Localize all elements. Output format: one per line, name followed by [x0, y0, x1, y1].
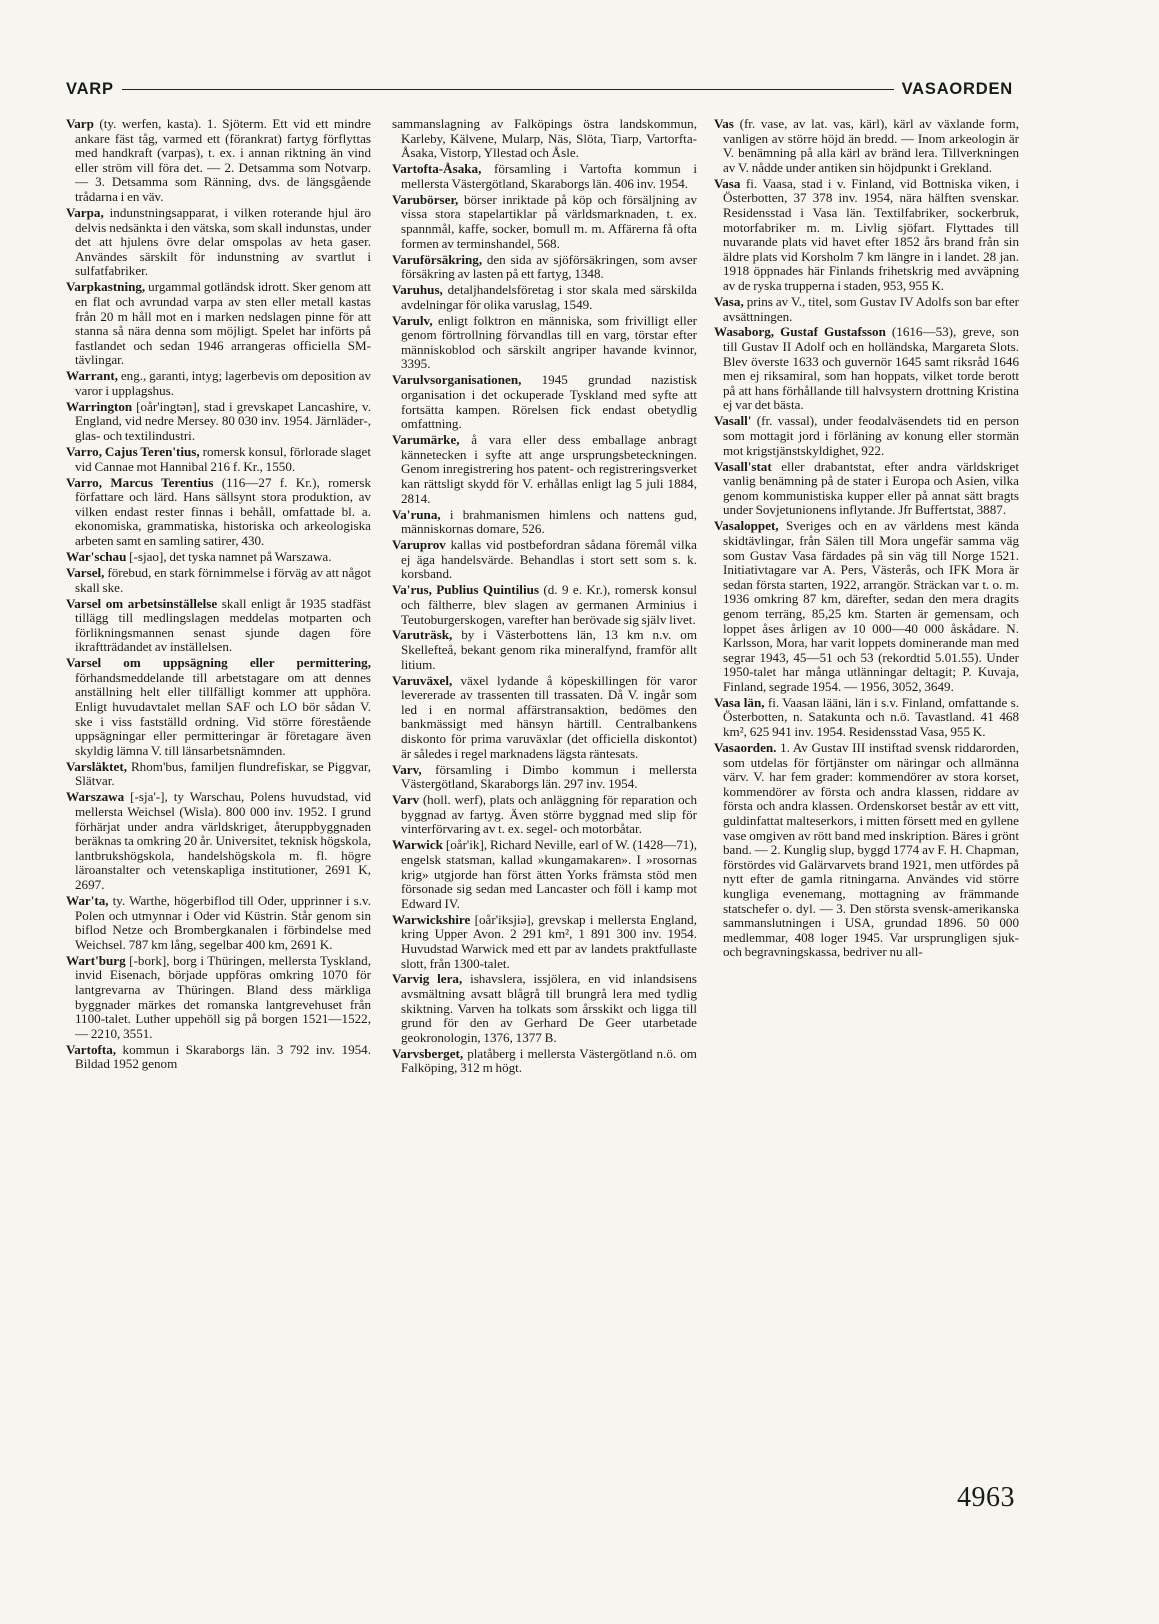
dictionary-entry — [66, 400, 371, 444]
entry-text: Sveriges och en av världens mest kända skidtävlingar, från Sälen till Mora ungefär samma väg som Gustav Vasa färdades på sin väg till Norge 1521. Initiativtagare var A. Pers, Västerås, och IFK Mora är sedan första starten, 1922, arrangör. Sträckan var t. o. m. 1936 omkring 87 km, därefter, sedan den mera dragits genom terräng, 85,25 km. Starten är gemensam, och loppet åses årligen av 10 000—40 000 åskådare. N. Karlsson, Mora, har varit loppets dominerande man med segrar 1943, 45—51 och 53 (rekordtid 5.01.55). Under 1950-talet har många utlänningar deltagit; P. Kuvaja, Finland, segrade 1954. — 1956, 3052, 3649. — [723, 518, 1019, 694]
entry-headword: War'ta, — [66, 892, 109, 908]
entry-headword: Warrant, — [66, 368, 119, 384]
dictionary-entry — [392, 793, 697, 837]
dictionary-entry — [392, 193, 697, 251]
entry-headword: Varulv, — [392, 312, 433, 328]
entry-headword: Varuväxel, — [392, 672, 453, 688]
entry-headword: Varp — [66, 117, 94, 131]
entry-text: urgammal gotländsk idrott. Sker genom att en flat och avrundad varpa av sten eller metall kastas från 20 m håll mot en i marken nedslagen pinne för att stanna så nära denna som möjligt. Spelet har införts på fastlandet och sedan 1946 arrangeras officiella SM-tävlingar. — [75, 279, 371, 368]
dictionary-entry — [66, 445, 371, 474]
entry-text: [-bork], borg i Thüringen, mellersta Tyskland, invid Eisenach, började uppföras omkring 1070 för lantgrevarna av Thüringen. Bland dess märkliga byggnader märkes det romanska lantgrevehuset från 1100-talet. Luther uppehöll sig på borgen 1521—1522, — 2210, 3551. — [75, 952, 371, 1041]
dictionary-entry — [66, 550, 371, 565]
header-left-word: VARP — [66, 79, 114, 98]
entry-text: 1. Av Gustav III instiftad svensk riddarorden, som utdelas för förtjänster om näringar och allmänna värv. V. har fem grader: kommendörer av stora korset, kommendörer av första och andra klassen, riddare av första och andra klassen. Ordenskorset består av ett vitt, guldinfattat malteserkors, i mitten försett med en gyllene vase omgiven av rött band med inskription. Bäres i grönt band. — 2. Kunglig slup, byggd 1774 av F. H. Chapman, förstördes vid Galärvarvets brand 1921, men utfördes på nytt efter de gamla ritningarna. Användes vid större kungliga evenemang, mottagning av främmande statschefer o. dyl. — 3. Den största svensk-amerikanska sammanslutningen i USA, grundad 1896. 50 000 medlemmar, 408 loger 1945. Var ursprungligen sjuk- och begravningskassa, bedriver nu all- — [723, 740, 1019, 960]
entry-text: fi. Vaasa, stad i v. Finland, vid Bottniska viken, i Österbotten, 37 378 inv. 1954, nära hälften svenskar. Residensstad i Vasa län. Textilfabriker, sockerbruk, motorfabriker m. m. Livlig sjöfart. Flyttades till nuvarande plats vid havet efter 1852 års brand från sin äldre plats vid Korsholm 7 km längre in i landet. 28 jan. 1918 öppnades här Finlands frihetskrig med avväpning av de ryska trupperna i staden, 953, 955 K. — [723, 175, 1019, 293]
dictionary-entry — [714, 414, 1019, 458]
entry-headword: Warrington — [66, 398, 133, 414]
dictionary-entry — [392, 674, 697, 762]
entry-headword: Varsel om arbetsinställelse — [66, 595, 218, 611]
entry-headword: Va'runa, — [392, 506, 441, 522]
entry-headword: Varro, Cajus Teren'tius, — [66, 444, 200, 460]
entry-headword: Va'rus, Publius Quintilius — [392, 582, 539, 598]
page-number: 4963 — [957, 1482, 1015, 1513]
dictionary-entry — [392, 972, 697, 1045]
entry-text: ishavslera, issjölera, en vid inlandsisens avsmältning avsatt blågrå till brungrå lera med tydlig skiktning. Varven ha tolkats som årsskikt och ligga till grund för den av Gerhard De Geer utarbetade geokronologin, 1376, 1377 B. — [401, 971, 697, 1045]
entry-headword: Varumärke, — [392, 432, 460, 448]
entry-headword: Vasa, — [714, 293, 744, 309]
entry-headword: Varuförsäkring, — [392, 251, 483, 267]
entry-text: å vara eller dess emballage anbragt kännetecken i syfte att ange ursprungsbeteckningen. Genom inregistrering hos patent- och registreringsverket kan rättsligt skydd för V. erhållas enligt lag 5 juli 1884, 2814. — [401, 432, 697, 506]
dictionary-entry — [714, 117, 1019, 175]
entry-text: [oår'iksjiə], grevskap i mellersta England, kring Upper Avon. 2 291 km², 1 891 300 inv. 1954. Huvudstad Warwick med ett par av landets praktfullaste slott, från 1300-talet. — [401, 911, 697, 971]
column-3 — [714, 117, 1019, 1462]
entry-headword: Wart'burg — [66, 952, 126, 968]
dictionary-entry — [392, 538, 697, 582]
dictionary-entry — [714, 696, 1019, 740]
dictionary-entry — [392, 838, 697, 911]
column-1 — [66, 117, 371, 1462]
entry-text: by i Västerbottens län, 13 km n.v. om Skellefteå, bekant genom rika mineralfynd, framför allt litium. — [401, 627, 697, 672]
entry-text: fi. Vaasan lääni, län i s.v. Finland, omfattande s. Österbotten, n. Satakunta och n.ö. Tavastland. 41 468 km², 625 941 inv. 1954. Residensstad Vasa, 955 K. — [723, 694, 1019, 740]
entry-text: Rhom'bus, familjen flundrefiskar, se Piggvar, Slätvar. — [75, 758, 371, 789]
entry-headword: Varsläktet, — [66, 758, 127, 774]
entry-headword: Vartofta, — [66, 1041, 117, 1057]
entry-headword: Vas — [714, 117, 734, 131]
entry-text: församling i Dimbo kommun i mellersta Västergötland, Skaraborgs län. 297 inv. 1954. — [401, 761, 697, 792]
dictionary-entry — [714, 460, 1019, 518]
entry-text: (holl. werf), plats och anläggning för reparation och byggnad av fartyg. Även större byggnad med slip för vinterförvaring av t. ex. segel- och motorbåtar. — [401, 792, 697, 837]
dictionary-entry — [66, 476, 371, 549]
dictionary-entry — [66, 206, 371, 279]
entry-headword: Varuträsk, — [392, 627, 453, 643]
entry-text: växel lydande å köpeskillingen för varor levererade av trassenten till trassaten. Då V. ingår som led i en normal affärstransaktion, bedömes den bankmässigt med hänsyn härtill. Centralbankens diskonto för prima varuväxlar (det officiella diskontot) är således i regel marknadens lägsta räntesats. — [401, 672, 697, 761]
entry-headword: Warwick — [392, 837, 443, 853]
entry-text: enligt folktron en människa, som frivilligt eller genom förtrollning förvandlas till en varg, törstar efter människoblod och särskilt angriper havande kvinnor, 3395. — [401, 312, 697, 372]
entry-text: kommun i Skaraborgs län. 3 792 inv. 1954. Bildad 1952 genom — [75, 1041, 371, 1072]
entry-text: börser inriktade på köp och försäljning av vissa stora stapelartiklar på världsmarknaden, t. ex. spannmål, kaffe, socker, bomull m. m. Affärerna få ofta formen av terminshandel, 568. — [401, 191, 697, 251]
column-2 — [392, 117, 697, 1462]
dictionary-entry — [66, 280, 371, 368]
header-rule — [122, 89, 894, 90]
header-right-word: VASAORDEN — [901, 79, 1013, 98]
entry-text: [-sja'-], ty Warschau, Polens huvudstad, vid mellersta Weichsel (Wisla). 800 000 inv. 1952. I grund förhärjat under andra världskriget, återuppbyggnaden beräknas ta omkring 20 år. Universitet, teknisk högskola, lantbrukshögskola, handelshögskola m. fl. högre läroanstalter och vetenskapliga institutioner, 2691 K, 2697. — [75, 789, 371, 892]
dictionary-entry — [66, 894, 371, 952]
entry-headword: Varubörser, — [392, 191, 459, 207]
entry-headword: Vasall'stat — [714, 458, 772, 474]
entry-text: [oår'ingtən], stad i grevskapet Lancashire, v. England, vid nedre Mersey. 80 030 inv. 1954. Järnläder-, glas- och textilindustri. — [75, 398, 371, 444]
entry-text: 1945 grundad nazistisk organisation i det ockuperade Tyskland med syfte att fortsätta kampen. Rörelsen fick endast obetydlig omfattning. — [401, 372, 697, 432]
entry-headword: Vasa — [714, 175, 741, 191]
entry-headword: Varpa, — [66, 204, 104, 220]
entry-text: förebud, en stark förnimmelse i förväg av att något skall ske. — [75, 564, 371, 595]
entry-headword: Varuprov — [392, 537, 446, 553]
entry-text: (ty. werfen, kasta). 1. Sjöterm. Ett vid ett mindre ankare fäst tåg, varmed ett (förankrat) fartyg förflyttas med handkraft (varpas), t. ex. i annan riktning än vind eller ström vill föra det. — 2. Detsamma som Notvarp. — 3. Detsamma som Ränning, dvs. de längsgående trådarna i en väv. — [75, 117, 371, 204]
entry-text: prins av V., titel, som Gustav IV Adolfs son bar efter avsättningen. — [723, 293, 1019, 324]
dictionary-entry — [392, 1047, 697, 1076]
dictionary-entry — [392, 162, 697, 191]
entry-headword: Warwickshire — [392, 911, 471, 927]
entry-headword: War'schau — [66, 548, 127, 564]
entry-text: eng., garanti, intyg; lagerbevis om deposition av varor i upplagshus. — [75, 368, 371, 398]
entry-headword: Varpkastning, — [66, 279, 146, 295]
dictionary-entry — [714, 295, 1019, 324]
entry-text: [oår'ik], Richard Neville, earl of W. (1428—71), engelsk statsman, kallad »kungamakaren». I »rosornas krig» utgjorde han först ätten Yorks främsta stöd men försonade sig sedan med Lancaster och föll i kamp mot Edward IV. — [401, 837, 697, 911]
entry-headword: Varv, — [392, 761, 422, 777]
dictionary-entry — [392, 913, 697, 971]
dictionary-entry — [66, 760, 371, 789]
entry-text: (fr. vase, av lat. vas, kärl), kärl av växlande form, vanligen av större höjd än bredd. — Inom arkeologin är V. benämning på alla kärl av bränd lera. Tillverkningen av V. nådde under antiken sin höjdpunkt i Grekland. — [723, 117, 1019, 175]
entry-headword: Varuhus, — [392, 282, 443, 298]
dictionary-entry — [714, 741, 1019, 960]
entry-text: sammanslagning av Falköpings östra landskommun, Karleby, Kälvene, Mularp, Näs, Slöta, Tiarp, Vartorfta-Åsaka, Vistorp, Yllestad och Åsle. — [392, 117, 697, 161]
entry-text: församling i Vartofta kommun i mellersta Västergötland, Skaraborgs län. 406 inv. 1954. — [401, 161, 697, 191]
entry-text: (d. 9 e. Kr.), romersk konsul och fältherre, blev slagen av germanen Arminius i Teutoburgerskogen, varefter han berövade sig själv livet. — [401, 582, 697, 627]
entry-headword: Vartofta-Åsaka, — [392, 161, 482, 177]
dictionary-entry — [66, 790, 371, 892]
dictionary-entry — [714, 177, 1019, 294]
entry-text: indunstningsapparat, i vilken roterande hjul äro delvis nedsänkta i den vätska, som skall indunstas, under det att hjulens övre delar omspolas av heta gaser. Användes särskilt för indunstning av svartlut i sulfatfabriker. — [75, 204, 371, 279]
entry-headword: Warszawa — [66, 789, 125, 805]
entry-headword: Varvig lera, — [392, 971, 463, 987]
entry-headword: Varvsberget, — [392, 1045, 464, 1061]
dictionary-entry — [392, 763, 697, 792]
dictionary-entry — [392, 253, 697, 282]
entry-headword: Varsel, — [66, 564, 105, 580]
entry-text: (fr. vassal), under feodalväsendets tid en person som mottagit jord i förläning av konung eller stormän mot krigstjänstskyldighet, 922. — [723, 413, 1019, 458]
entry-headword: Varv — [392, 792, 420, 808]
dictionary-entry — [392, 433, 697, 506]
entry-text: den sida av sjöförsäkringen, som avser försäkring av lasten på ett fartyg, 1348. — [401, 251, 697, 282]
entry-headword: Vasaorden. — [714, 740, 777, 756]
dictionary-entry — [392, 508, 697, 537]
entry-text: i brahmanismen himlens och nattens gud, människornas domare, 526. — [401, 506, 697, 537]
entry-text: skall enligt år 1935 stadfäst tillägg till medlingslagen meddelas motparten och förlikningsmannen senast sjunde dagen före ikraftträdandet av inställelsen. — [75, 595, 371, 655]
entry-headword: Varulvsorganisationen, — [392, 372, 522, 388]
text-columns — [66, 117, 1019, 1462]
entry-text: (1616—53), greve, son till Gustav II Adolf och en holländska, Margareta Slots. Blev överste 1633 och guvernör 1645 samt riksråd 1646 men ej riksamiral, som han hoppats, vilket torde berott på att hans förhållande till halvsystern drottning Kristina ej var det bästa. — [723, 324, 1019, 413]
dictionary-entry — [392, 628, 697, 672]
dictionary-entry — [66, 369, 371, 398]
entry-text: platåberg i mellersta Västergötland n.ö. om Falköping, 312 m högt. — [401, 1045, 697, 1076]
dictionary-entry — [392, 314, 697, 372]
entry-headword: Vasa län, — [714, 694, 765, 710]
dictionary-entry — [392, 583, 697, 627]
entry-headword: Varsel om uppsägning eller permittering, — [66, 655, 371, 671]
dictionary-entry — [66, 597, 371, 655]
dictionary-entry — [66, 117, 371, 205]
dictionary-entry — [392, 117, 697, 161]
dictionary-entry — [66, 656, 371, 758]
entry-text: förhandsmeddelande till arbetstagare om att dennes anställning helt eller tillfälligt kommer att upphöra. Enligt huvudavtalet mellan SAF och LO bör sådan V. ske i viss fastställd ordning. Vid större förestående uppsägningar eller permitteringar är företagare även skyldig lämna V. till länsarbetsnämnden. — [75, 669, 371, 758]
entry-headword: Vasaloppet, — [714, 518, 779, 534]
entry-headword: Varro, Marcus Terentius — [66, 474, 214, 490]
dictionary-entry — [714, 325, 1019, 413]
entry-text: (116—27 f. Kr.), romersk författare och lärd. Hans sällsynt stora produktion, av vilken endast rester finnas i behåll, omfattade bl. a. ekonomiska, grammatiska, historiska och arkeologiska arbeten samt en samling satirer, 430. — [75, 474, 371, 548]
running-header — [66, 78, 1013, 100]
entry-text: kallas vid postbefordran sådana föremål vilka ej äga handelsvärde. Behandlas i stort sett som s. k. korsband. — [401, 537, 697, 582]
dictionary-entry — [66, 954, 371, 1042]
dictionary-entry — [66, 566, 371, 595]
dictionary-entry — [392, 373, 697, 431]
dictionary-entry — [392, 283, 697, 312]
entry-text: eller drabantstat, efter andra världskriget vanlig benämning på de stater i Europa och Asien, vilka genom kommunistiska kupper eller på annat sätt bragts under Sovjetunionens inflytande. Jfr Buffertstat, 3887. — [723, 458, 1019, 518]
entry-text: [-sjao], det tyska namnet på Warszawa. — [126, 548, 332, 564]
entry-text: romersk konsul, förlorade slaget vid Cannae mot Hannibal 216 f. Kr., 1550. — [75, 444, 371, 474]
dictionary-entry — [66, 1043, 371, 1072]
dictionary-entry — [714, 519, 1019, 694]
entry-text: detaljhandelsföretag i stor skala med särskilda avdelningar för olika varuslag, 1549. — [401, 282, 697, 312]
entry-headword: Wasaborg, Gustaf Gustafsson — [714, 324, 886, 340]
entry-headword: Vasall' — [714, 413, 752, 429]
entry-text: ty. Warthe, högerbiflod till Oder, upprinner i s.v. Polen och utmynnar i Oder vid Küstrin. Står genom sin biflod Netze och Brombergkanalen i förbindelse med Weichsel. 787 km lång, segelbar 400 km, 2691 K. — [75, 892, 371, 952]
